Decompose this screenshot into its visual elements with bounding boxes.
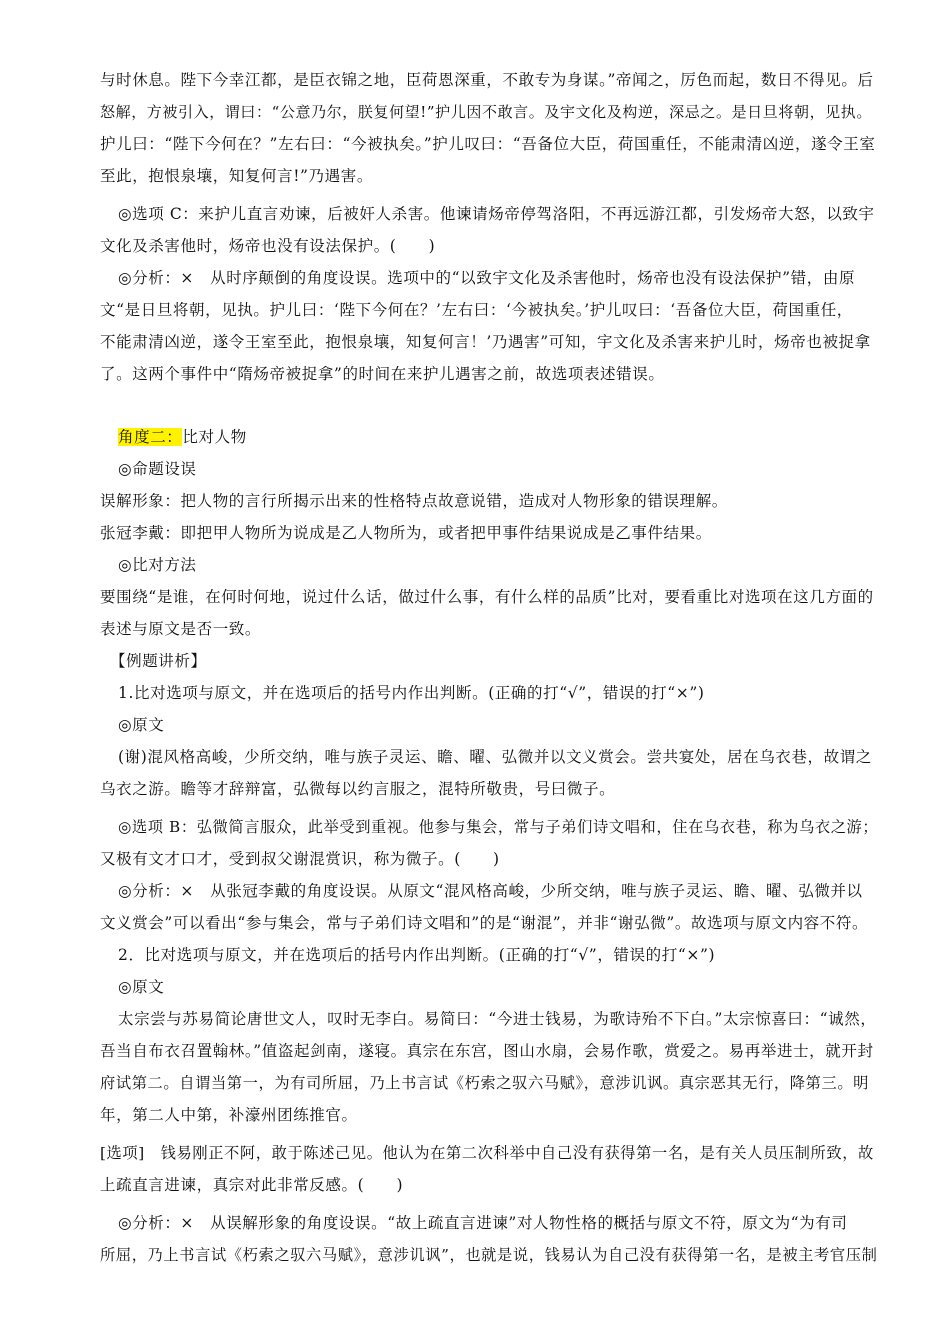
text-line <box>100 587 874 607</box>
line-text: [选项] 钱易刚正不阿，敢于陈述己见。他认为在第二次科举中自己没有获得第一名，是有关人员压制所致，故 <box>100 1144 874 1162</box>
line-text: ◎分析：× 从张冠李戴的角度设误。从原文“混风格高峻，少所交纳，唯与族子灵运、瞻、曜、弘微并以 <box>118 882 863 900</box>
text-line <box>100 849 500 869</box>
text-line <box>100 102 872 122</box>
line-text: 上疏直言进谏，真宗对此非常反感。( ) <box>100 1176 404 1194</box>
text-line <box>100 1175 403 1195</box>
text-line <box>110 651 207 671</box>
text-line <box>118 715 164 735</box>
line-text: 所屈，乃上书言试《朽索之驭六马赋》，意涉讥讽”，也就是说，钱易认为自己没有获得第一名，是被主考官压制 <box>100 1246 878 1264</box>
line-text: (谢)混风格高峻，少所交纳，唯与族子灵运、瞻、曜、弘微并以文义赏会。尝共宴处，居在乌衣巷，故谓之 <box>118 748 872 766</box>
text-line <box>100 236 435 256</box>
line-text: ◎分析：× 从时序颠倒的角度设误。选项中的“以致宇文化及杀害他时，炀帝也没有设法保护”错，由原 <box>118 269 856 287</box>
text-line <box>100 1073 869 1093</box>
line-text: 文“是日旦将朝，见执。护儿曰：‘陛下今何在？’左右曰：‘今被执矣。’护儿叹曰：‘吾备位大臣，荷国重任， <box>100 301 853 319</box>
line-text: 太宗尝与苏易简论唐世文人，叹时无李白。易简曰：“今进士钱易，为歌诗殆不下白。”太宗惊喜曰：“诚然， <box>118 1010 877 1028</box>
line-text: 2．比对选项与原文，并在选项后的括号内作出判断。(正确的打“√”，错误的打“×”) <box>118 946 716 964</box>
line-text: ◎原文 <box>118 978 165 996</box>
text-line <box>100 300 853 320</box>
line-text: 表述与原文是否一致。 <box>100 620 262 638</box>
line-text: ◎分析：× 从误解形象的角度设误。“故上疏直言进谏”对人物性格的概括与原文不符，原文为“为有司 <box>118 1214 848 1232</box>
text-line <box>100 779 615 799</box>
text-line <box>118 881 863 901</box>
line-text: ◎选项 B：弘微简言服众，此举受到重视。他参与集会，常与子弟们诗文唱和，住在乌衣巷，称为乌衣之游； <box>118 818 879 836</box>
text-line <box>100 491 728 511</box>
text-line <box>118 1009 876 1029</box>
text-line <box>100 166 373 186</box>
line-text: 1.比对选项与原文，并在选项后的括号内作出判断。(正确的打“√”，错误的打“×”) <box>118 684 705 702</box>
line-text: 与时休息。陛下今幸江都，是臣衣锦之地，臣荷恩深重，不敢专为身谋。”帝闻之，厉色而起，数日不得见。后 <box>100 71 874 89</box>
line-text: 要围绕“是谁，在何时何地，说过什么话，做过什么事，有什么样的品质”比对，要看重比对选项在这几方面的 <box>100 588 874 606</box>
text-line <box>118 1213 848 1233</box>
line-text: 又极有文才口才，受到叔父谢混赏识，称为微子。( ) <box>100 850 500 868</box>
text-line <box>100 619 261 639</box>
text-line <box>118 683 705 703</box>
text-line <box>118 555 197 575</box>
line-text: 比对人物 <box>182 428 247 446</box>
line-text: 张冠李戴：即把甲人物所为说成是乙人物所为，或者把甲事件结果说成是乙事件结果。 <box>100 524 712 542</box>
line-text: 乌衣之游。瞻等才辞辩富，弘微每以约言服之，混特所敬贵，号曰微子。 <box>100 780 616 798</box>
text-line <box>118 945 715 965</box>
text-line <box>118 204 875 224</box>
highlighted-heading-label: 角度二： <box>118 428 183 446</box>
line-text: 至此，抱恨泉壤，知复何言!”乃遇害。 <box>100 167 373 185</box>
text-line <box>100 134 875 154</box>
text-line <box>100 70 874 90</box>
line-text: 【例题讲析】 <box>110 652 207 670</box>
text-line <box>100 332 871 352</box>
text-line <box>100 1245 877 1265</box>
line-text: 文化及杀害他时，炀帝也没有设法保护。( ) <box>100 237 436 255</box>
line-text: 误解形象：把人物的言行所揭示出来的性格特点故意说错，造成对人物形象的错误理解。 <box>100 492 728 510</box>
text-line <box>100 1105 358 1125</box>
text-line <box>100 523 712 543</box>
text-line <box>118 817 878 837</box>
line-text: 怒解，方被引入，谓曰：“公意乃尔，朕复何望!”护儿因不敢言。及宇文化及构逆，深忌之。是日旦将朝，见执。 <box>100 103 872 121</box>
text-line <box>118 977 164 997</box>
text-line <box>118 747 872 767</box>
line-text: 府试第二。自谓当第一，为有司所屈，乃上书言试《朽索之驭六马赋》，意涉讥讽。真宗恶其无行，降第三。明 <box>100 1074 870 1092</box>
line-text: ◎选项 C：来护儿直言劝谏，后被奸人杀害。他谏请炀帝停驾洛阳，不再远游江都，引发炀帝大怒，以致宇 <box>118 205 875 223</box>
line-text: 文义赏会”可以看出“参与集会，常与子弟们诗文唱和”的是“谢混”，并非“谢弘微”。故选项与原文内容不符。 <box>100 914 869 932</box>
text-line <box>118 459 197 479</box>
line-text: 吾当自布衣召置翰林。”值盗起剑南，遂寝。真宗在东宫，图山水扇，会易作歌，赏爱之。易再举进士，就开封 <box>100 1042 874 1060</box>
line-text: 护儿曰：“陛下今何在？”左右曰：“今被执矣。”护儿叹曰：“吾备位大臣，荷国重任，不能肃清凶逆，遂令王室 <box>100 135 876 153</box>
text-line <box>118 268 855 288</box>
line-text: 了。这两个事件中“隋炀帝被捉拿”的时间在来护儿遇害之前，故选项表述错误。 <box>100 365 665 383</box>
line-text: ◎比对方法 <box>118 556 197 574</box>
text-line <box>100 1143 874 1163</box>
line-text: 不能肃清凶逆，遂令王室至此，抱恨泉壤，知复何言！’乃遇害”可知，宇文化及杀害来护儿时，炀帝也被捉拿 <box>100 333 871 351</box>
text-line <box>100 913 868 933</box>
text-line <box>118 427 247 447</box>
text-line <box>100 364 664 384</box>
line-text: 年，第二人中第，补濠州团练推官。 <box>100 1106 358 1124</box>
text-line <box>100 1041 874 1061</box>
line-text: ◎原文 <box>118 716 165 734</box>
line-text: ◎命题设误 <box>118 460 197 478</box>
